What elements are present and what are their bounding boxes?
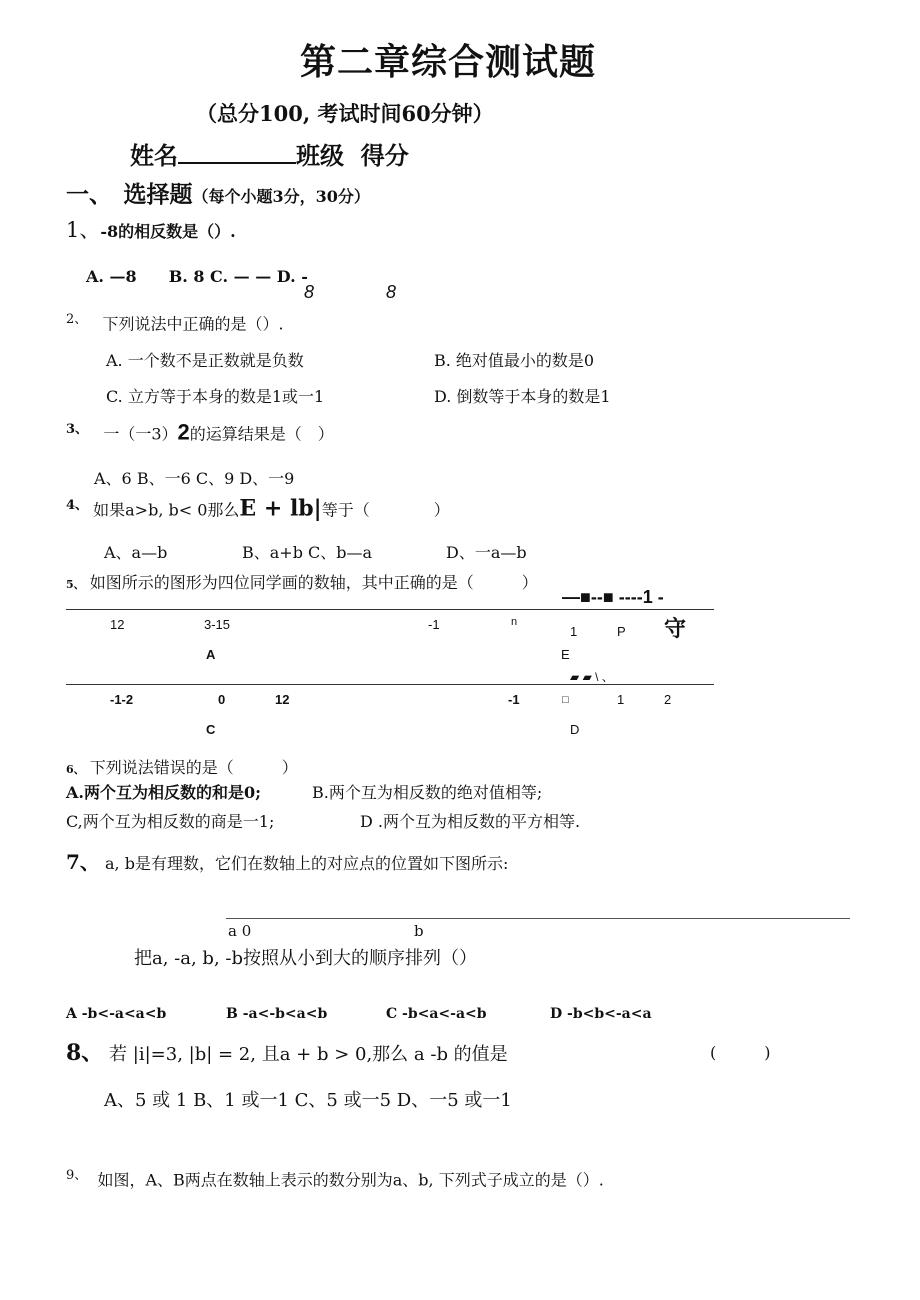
axis-label: -1 xyxy=(508,692,520,707)
page-title: 第二章综合测试题 xyxy=(300,41,597,83)
question-8 xyxy=(66,1036,508,1067)
axis-label: 2 xyxy=(664,692,672,707)
axis-label: □ xyxy=(562,694,569,706)
question-text: 若 |i|=3, |b| = 2, 且a + b > 0,那么 a -b 的值是 xyxy=(109,1044,508,1065)
figure-fragment: —■--■ ----1 - xyxy=(562,587,664,607)
fraction-denominator: 8 xyxy=(304,282,315,302)
option-bc: B、a+b C、b—a xyxy=(242,543,373,562)
axis-label: 12 xyxy=(275,692,290,707)
option-b: B. 绝对值最小的数是0 xyxy=(434,351,595,370)
section-title: 一、 选择题 xyxy=(66,181,193,208)
question-number: 5、 xyxy=(66,578,85,591)
question-1 xyxy=(66,214,236,244)
answer-parens: ( ) xyxy=(710,1043,771,1062)
option-c xyxy=(66,809,274,832)
question-text: -8的相反数是（）. xyxy=(100,222,236,241)
name-label: 姓名 xyxy=(130,141,178,170)
number-line-1 xyxy=(66,609,714,610)
question-number: 3、 xyxy=(66,422,89,437)
option-d: D. 倒数等于本身的数是1 xyxy=(434,387,611,406)
option-b xyxy=(312,780,542,803)
option-text: A.两个互为相反数的和是0; xyxy=(66,783,262,802)
question-number: 8、 xyxy=(66,1040,104,1066)
question-9 xyxy=(66,1164,604,1190)
option-a: A -b<-a<a<b xyxy=(66,1006,167,1022)
question-text: a, b是有理数，它们在数轴上的对应点的位置如下图所示: xyxy=(105,854,509,873)
class-label: 班级 xyxy=(296,141,344,170)
option-a xyxy=(66,780,261,803)
axis-label: 守 xyxy=(664,616,687,642)
option-text: C,两个互为相反数的商是一1; xyxy=(66,812,275,831)
axis-label: 12 xyxy=(110,617,125,632)
axis-label: P xyxy=(617,624,626,639)
question-8-options: A、5 或 1 B、1 或一1 C、5 或一5 D、一5 或一1 xyxy=(104,1090,512,1111)
fraction-denominator: 8 xyxy=(386,282,397,302)
option-a: A、a—b xyxy=(104,543,168,562)
option-d: D、一a—b xyxy=(446,543,527,562)
option-d: D -b<b<-a<a xyxy=(550,1006,652,1022)
section-note: （每个小题3分，30分） xyxy=(192,187,370,206)
option-text: D .两个互为相反数的平方相等. xyxy=(360,812,581,831)
question-6 xyxy=(66,755,298,778)
exam-info: （总分100, 考试时间60分钟） xyxy=(196,101,494,126)
option-text: B.两个互为相反数的绝对值相等; xyxy=(312,783,543,802)
option-c: C. 立方等于本身的数是1或一1 xyxy=(106,387,325,406)
option-b: B -a<-b<a<b xyxy=(226,1006,328,1022)
question-text: 如图所示的图形为四位同学画的数轴，其中正确的是（ ） xyxy=(89,573,538,592)
choice-letter-a: A xyxy=(206,647,216,662)
number-line-2 xyxy=(66,684,714,685)
axis-label: a 0 xyxy=(228,922,252,940)
axis-label: 1 xyxy=(617,692,625,707)
question-text: 下列说法中正确的是（）. xyxy=(102,314,284,334)
question-number: 4、 xyxy=(66,498,89,513)
question-7 xyxy=(66,846,508,875)
question-1-options: A. —8 B. 8 C. — — D. - xyxy=(86,267,308,286)
student-info-row xyxy=(130,136,409,171)
choice-letter-e: E xyxy=(561,647,570,662)
option-d xyxy=(360,809,580,832)
question-text: 等于（ ） xyxy=(321,500,450,520)
exponent: 2 xyxy=(177,419,190,445)
number-line-7 xyxy=(226,918,850,919)
axis-label: n xyxy=(511,616,518,628)
question-number: 9、 xyxy=(66,1168,88,1183)
question-text: 如果a>b, b< 0那么 xyxy=(93,500,240,520)
name-blank[interactable] xyxy=(178,142,296,164)
axis-label: 0 xyxy=(218,692,226,707)
option-a: A. 一个数不是正数就是负数 xyxy=(106,351,304,370)
question-text: 如图，A、B两点在数轴上表示的数分别为a、b, 下列式子成立的是（）. xyxy=(97,1170,604,1190)
axis-label: -1 xyxy=(428,617,440,632)
expression: E + lb| xyxy=(239,495,322,522)
order-instruction: 把a, -a, b, -b按照从小到大的顺序排列（） xyxy=(134,948,478,969)
question-number: 6、 xyxy=(66,763,85,776)
axis-label: -1-2 xyxy=(110,692,134,707)
question-4 xyxy=(66,494,450,521)
question-5 xyxy=(66,570,538,593)
axis-label: b xyxy=(414,922,424,940)
question-text: 的运算结果是（ ） xyxy=(189,424,334,444)
question-3-options: A、6 B、一6 C、9 D、一9 xyxy=(94,469,295,488)
question-number: 7、 xyxy=(66,850,100,874)
question-text: 一（一3） xyxy=(103,424,178,444)
section-heading xyxy=(66,176,370,209)
choice-letter-c: C xyxy=(206,722,216,737)
question-text: 下列说法错误的是（ ） xyxy=(89,758,298,777)
question-2 xyxy=(66,308,284,334)
question-number: 1、 xyxy=(66,218,101,242)
axis-label: 3-15 xyxy=(204,617,231,632)
option-c: C -b<a<-a<b xyxy=(386,1006,487,1022)
mark-fragment: ▰ ▰ \ 、 xyxy=(570,670,614,684)
score-label: 得分 xyxy=(360,141,409,170)
question-3 xyxy=(66,418,334,445)
question-number: 2、 xyxy=(66,312,88,327)
choice-letter-d: D xyxy=(570,722,580,737)
axis-label: 1 xyxy=(570,624,578,639)
